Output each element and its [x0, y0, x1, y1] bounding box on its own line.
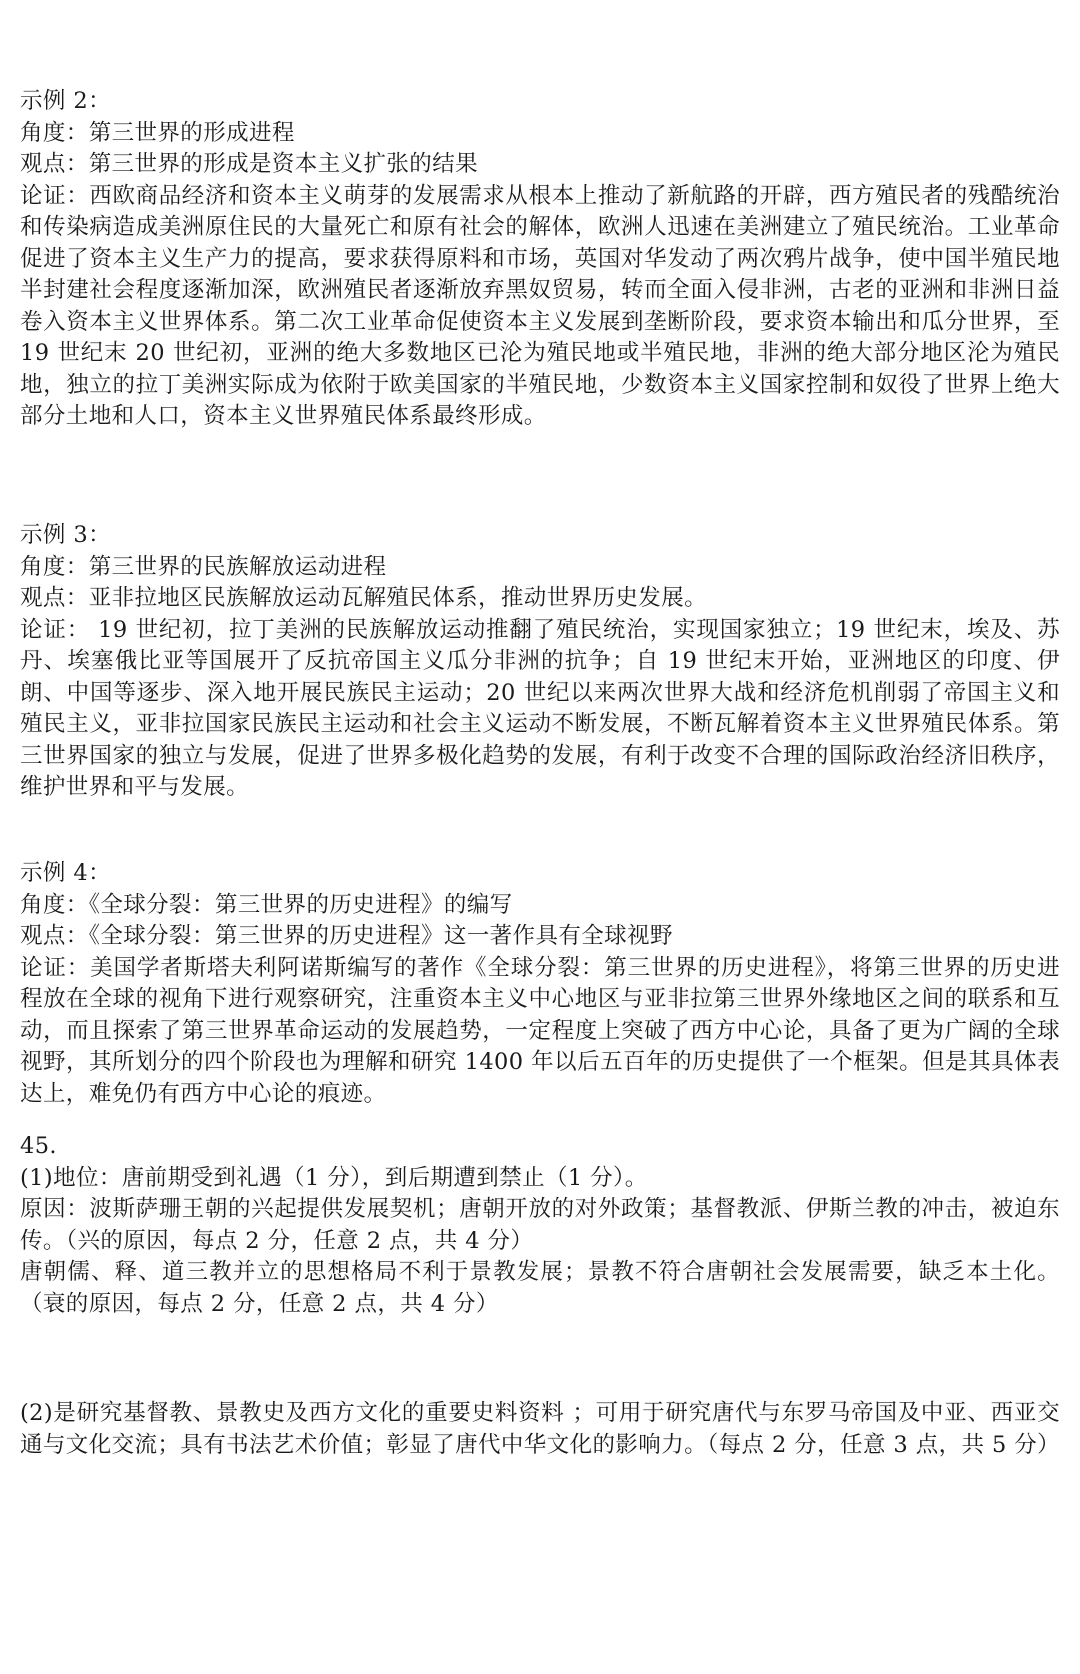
example-2-heading: 示例 2：: [20, 88, 111, 114]
example-4-viewpoint: 观点：《全球分裂：第三世界的历史进程》这一著作具有全球视野: [20, 923, 673, 949]
question-45-section: [20, 1131, 1060, 1320]
question-45-part2: (2)是研究基督教、景教史及西方文化的重要史料资料 ；可用于研究唐代与东罗马帝国及中亚、西亚交通与文化交流；具有书法艺术价值；彰显了唐代中华文化的影响力。（每点 2 分，任意 3 点，共 5 分）: [20, 1400, 1061, 1458]
question-45-part1-status: (1)地位：唐前期受到礼遇（1 分），到后期遭到禁止（1 分）。: [20, 1164, 648, 1191]
example-2-argument: 论证：西欧商品经济和资本主义萌芽的发展需求从根本上推动了新航路的开辟，西方殖民者的残酷统治和传染病造成美洲原住民的大量死亡和原有社会的解体，欧洲人迅速在美洲建立了殖民统治。工业革命促进了资本主义生产力的提高，要求获得原料和市场，英国对华发动了两次鸦片战争，使中国半殖民地半封建社会程度逐渐加深，欧洲殖民者逐渐放弃黑奴贸易，转而全面入侵非洲，古老的亚洲和非洲日益卷入资本主义世界体系。第二次工业革命促使资本主义发展到垄断阶段，要求资本输出和瓜分世界，至 19 世纪末 20 世纪初，亚洲的绝大多数地区已沦为殖民地或半殖民地，非洲的绝大部分地区沦为殖民地，独立的拉丁美洲实际成为依附于欧美国家的半殖民地，少数资本主义国家控制和奴役了世界上绝大部分土地和人口，资本主义世界殖民体系最终形成。: [20, 182, 1060, 429]
example-4-angle: 角度：《全球分裂：第三世界的历史进程》的编写: [20, 891, 513, 918]
question-45-part1-rise-reasons: 原因：波斯萨珊王朝的兴起提供发展契机；唐朝开放的对外政策；基督教派、伊斯兰教的冲击，被迫东传。（兴的原因，每点 2 分，任意 2 点，共 4 分）: [20, 1196, 1060, 1254]
example-4-heading: 示例 4：: [20, 860, 111, 886]
question-45-part2-section: [20, 1398, 1060, 1461]
example-4-section: [20, 858, 1060, 1110]
example-2-angle: 角度：第三世界的形成进程: [20, 119, 295, 146]
example-2-viewpoint: 观点：第三世界的形成是资本主义扩张的结果: [20, 151, 479, 177]
example-4-argument: 论证：美国学者斯塔夫利阿诺斯编写的著作《全球分裂：第三世界的历史进程》，将第三世界的历史进程放在全球的视角下进行观察研究，注重资本主义中心地区与亚非拉第三世界外缘地区之间的联系和互动，而且探索了第三世界革命运动的发展趋势，一定程度上突破了西方中心论，具备了更为广阔的全球视野，其所划分的四个阶段也为理解和研究 1400 年以后五百年的历史提供了一个框架。但是其具体表达上，难免仍有西方中心论的痕迹。: [20, 954, 1060, 1107]
example-3-argument: 论证： 19 世纪初，拉丁美洲的民族解放运动推翻了殖民统治，实现国家独立；19 世纪末，埃及、苏丹、埃塞俄比亚等国展开了反抗帝国主义瓜分非洲的抗争；自 19 世纪末开始，亚洲地区的印度、伊朗、中国等逐步、深入地开展民族民主运动；20 世纪以来两次世界大战和经济危机削弱了帝国主义和殖民主义，亚非拉国家民族民主运动和社会主义运动不断发展，不断瓦解着资本主义世界殖民体系。第三世界国家的独立与发展，促进了世界多极化趋势的发展，有利于改变不合理的国际政治经济旧秩序，维护世界和平与发展。: [20, 616, 1060, 800]
question-45-part1-decline-reasons: 唐朝儒、释、道三教并立的思想格局不利于景教发展；景教不符合唐朝社会发展需要，缺乏本土化。（衰的原因，每点 2 分，任意 2 点，共 4 分）: [20, 1259, 1060, 1317]
example-3-section: [20, 520, 1060, 804]
question-45-number: 45.: [20, 1133, 57, 1159]
example-3-viewpoint: 观点：亚非拉地区民族解放运动瓦解殖民体系，推动世界历史发展。: [20, 585, 708, 611]
example-2-section: [20, 86, 1060, 433]
example-3-heading: 示例 3：: [20, 522, 111, 548]
example-3-angle: 角度：第三世界的民族解放运动进程: [20, 553, 387, 580]
